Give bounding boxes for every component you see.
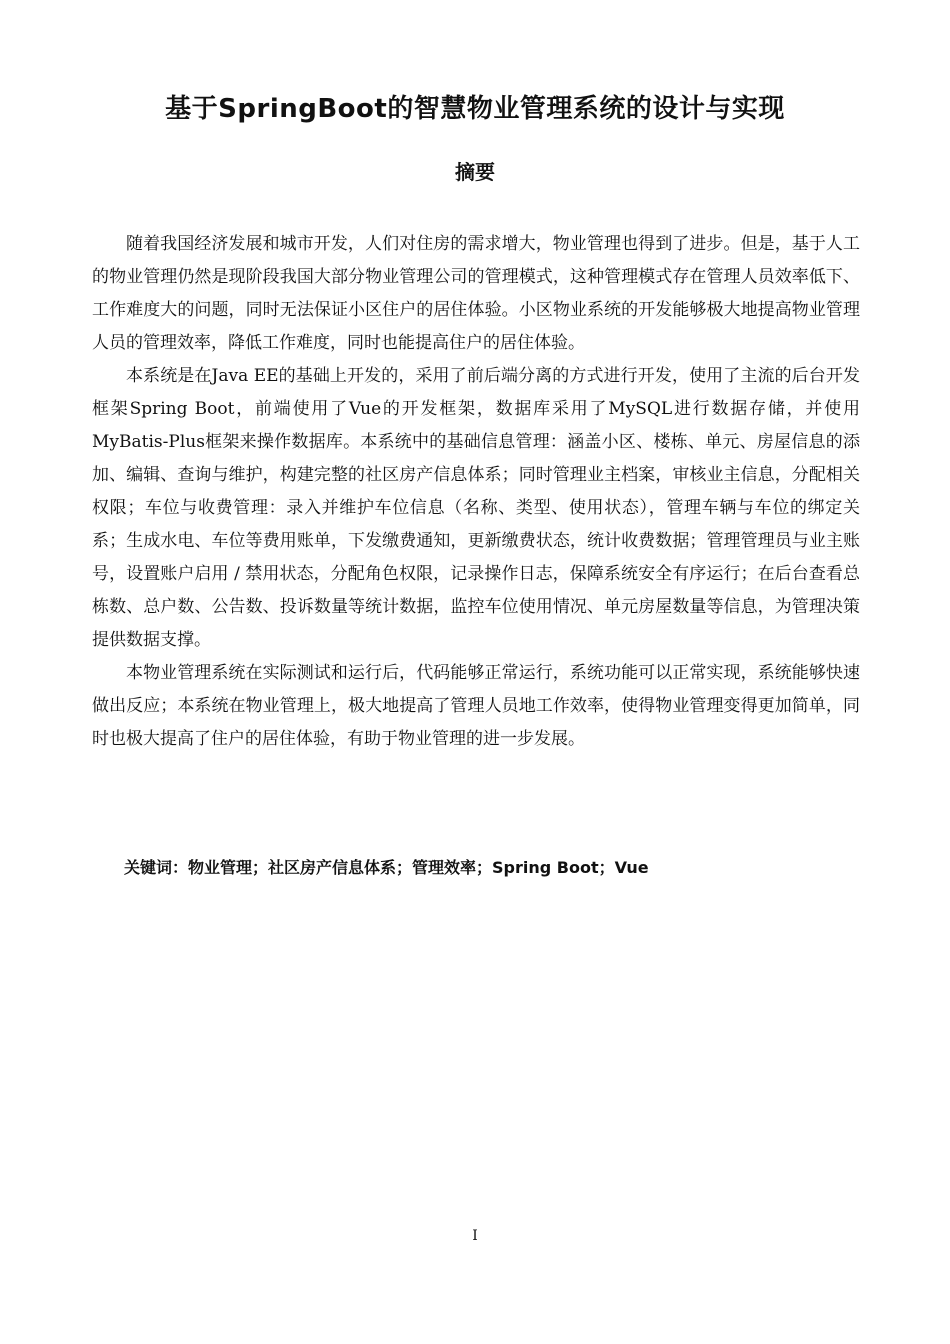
page-number: I	[472, 1228, 478, 1244]
abstract-heading: 摘要	[455, 160, 495, 184]
abstract-paragraph-1: 随着我国经济发展和城市开发，人们对住房的需求增大，物业管理也得到了进步。但是，基于人工的物业管理仍然是现阶段我国大部分物业管理公司的管理模式，这种管理模式存在管理人员效率低下、工作难度大的问题，同时无法保证小区住户的居住体验。小区物业系统的开发能够极大地提高物业管理人员的管理效率，降低工作难度，同时也能提高住户的居住体验。	[92, 234, 860, 353]
abstract-paragraph-2: 本系统是在Java EE的基础上开发的，采用了前后端分离的方式进行开发，使用了主流的后台开发框架Spring Boot，前端使用了Vue的开发框架，数据库采用了MySQL进行数据存储，并使用MyBatis-Plus框架来操作数据库。本系统中的基础信息管理：涵盖小区、楼栋、单元、房屋信息的添加、编辑、查询与维护，构建完整的社区房产信息体系；同时管理业主档案，审核业主信息，分配相关权限；车位与收费管理：录入并维护车位信息（名称、类型、使用状态），管理车辆与车位的绑定关系；生成水电、车位等费用账单，下发缴费通知，更新缴费状态，统计收费数据；管理管理员与业主账号，设置账户启用 / 禁用状态，分配角色权限，记录操作日志，保障系统安全有序运行；在后台查看总栋数、总户数、公告数、投诉数量等统计数据，监控车位使用情况、单元房屋数量等信息，为管理决策提供数据支撑。	[92, 366, 860, 650]
document-title: 基于SpringBoot的智慧物业管理系统的设计与实现	[165, 94, 785, 124]
keywords-line: 关键词：物业管理；社区房产信息体系；管理效率；Spring Boot；Vue	[124, 858, 649, 877]
abstract-body	[92, 228, 860, 756]
abstract-paragraph-3: 本物业管理系统在实际测试和运行后，代码能够正常运行，系统功能可以正常实现，系统能够快速做出反应；本系统在物业管理上，极大地提高了管理人员地工作效率，使得物业管理变得更加简单，同时也极大提高了住户的居住体验，有助于物业管理的进一步发展。	[92, 663, 860, 749]
